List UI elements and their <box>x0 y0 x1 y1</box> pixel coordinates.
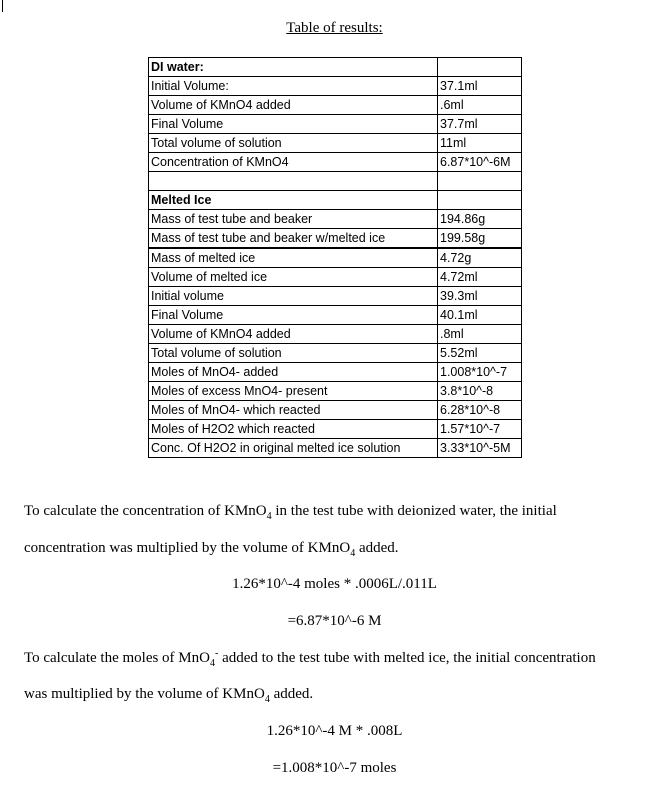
text-span: To calculate the concentration of KMnO <box>24 503 267 519</box>
row-label: Mass of melted ice <box>149 248 438 268</box>
row-value: .8ml <box>438 325 522 344</box>
row-value: 5.52ml <box>438 344 522 363</box>
text-span: added. <box>355 540 399 556</box>
table-row <box>149 268 522 287</box>
row-value: 6.87*10^-6M <box>438 153 522 172</box>
table-row <box>149 229 522 249</box>
row-label: Mass of test tube and beaker <box>149 210 438 229</box>
section-header-melted-ice: Melted Ice <box>149 191 438 210</box>
paragraph-line <box>24 684 649 704</box>
text-span: was multiplied by the volume of KMnO <box>24 686 265 702</box>
text-cursor <box>2 0 3 12</box>
row-label: Initial Volume: <box>149 77 438 96</box>
row-value: 11ml <box>438 134 522 153</box>
row-label: Total volume of solution <box>149 134 438 153</box>
row-value: 3.8*10^-8 <box>438 382 522 401</box>
paragraph-line <box>24 648 649 668</box>
table-row <box>149 401 522 420</box>
subscript: 4 <box>266 511 272 522</box>
row-label: Moles of H2O2 which reacted <box>149 420 438 439</box>
row-label: Moles of excess MnO4- present <box>149 382 438 401</box>
row-value: 6.28*10^-8 <box>438 401 522 420</box>
table-row <box>149 153 522 172</box>
table-row <box>149 58 522 77</box>
paragraph-line <box>24 538 649 558</box>
table-cell <box>438 58 522 77</box>
row-value: 199.58g <box>438 229 522 249</box>
row-value: 3.33*10^-5M <box>438 439 522 458</box>
row-value: .6ml <box>438 96 522 115</box>
text-span: concentration was multiplied by the volume of KMnO <box>24 540 351 556</box>
text-span: added to the test tube with melted ice, the initial concentration <box>218 650 596 666</box>
row-value: 4.72g <box>438 248 522 268</box>
row-value: 37.1ml <box>438 77 522 96</box>
results-table <box>148 57 522 458</box>
subscript: 4 <box>350 548 356 559</box>
table-row <box>149 191 522 210</box>
table-cell <box>149 172 438 191</box>
row-label: Mass of test tube and beaker w/melted ice <box>149 229 438 249</box>
table-row <box>149 134 522 153</box>
row-label: Moles of MnO4- added <box>149 363 438 382</box>
row-label: Volume of KMnO4 added <box>149 96 438 115</box>
row-value: 194.86g <box>438 210 522 229</box>
table-row <box>149 210 522 229</box>
table-cell <box>438 191 522 210</box>
table-row <box>149 344 522 363</box>
table-row <box>149 363 522 382</box>
table-row <box>149 382 522 401</box>
row-label: Final Volume <box>149 115 438 134</box>
row-value: 1.008*10^-7 <box>438 363 522 382</box>
row-value: 40.1ml <box>438 306 522 325</box>
superscript: - <box>214 648 219 659</box>
text-span: added. <box>269 686 314 702</box>
equation-result: =1.008*10^-7 moles <box>272 760 397 776</box>
row-label: Conc. Of H2O2 in original melted ice solution <box>149 439 438 458</box>
table-row <box>149 248 522 268</box>
text-span: To calculate the moles of MnO <box>24 650 210 666</box>
row-value: 37.7ml <box>438 115 522 134</box>
table-row <box>149 439 522 458</box>
table-row-spacer <box>149 172 522 191</box>
equation: 1.26*10^-4 moles * .0006L/.011L <box>232 576 437 592</box>
equation: 1.26*10^-4 M * .008L <box>266 723 403 739</box>
row-value: 39.3ml <box>438 287 522 306</box>
paragraph-line <box>24 501 649 521</box>
row-label: Moles of MnO4- which reacted <box>149 401 438 420</box>
subscript: 4 <box>264 694 270 705</box>
table-row <box>149 325 522 344</box>
page-title: Table of results: <box>286 20 383 36</box>
text-span: in the test tube with deionized water, the initial <box>271 503 557 519</box>
row-label: Total volume of solution <box>149 344 438 363</box>
row-label: Final Volume <box>149 306 438 325</box>
table-row <box>149 287 522 306</box>
table-row <box>149 115 522 134</box>
row-value: 4.72ml <box>438 268 522 287</box>
table-cell <box>438 172 522 191</box>
subscript: 4 <box>209 658 215 669</box>
row-label: Volume of KMnO4 added <box>149 325 438 344</box>
equation-result: =6.87*10^-6 M <box>287 613 382 629</box>
table-row <box>149 420 522 439</box>
row-value: 1.57*10^-7 <box>438 420 522 439</box>
table-row <box>149 96 522 115</box>
section-header-di-water: DI water: <box>149 58 438 77</box>
row-label: Concentration of KMnO4 <box>149 153 438 172</box>
table-row <box>149 77 522 96</box>
row-label: Volume of melted ice <box>149 268 438 287</box>
row-label: Initial volume <box>149 287 438 306</box>
table-row <box>149 306 522 325</box>
